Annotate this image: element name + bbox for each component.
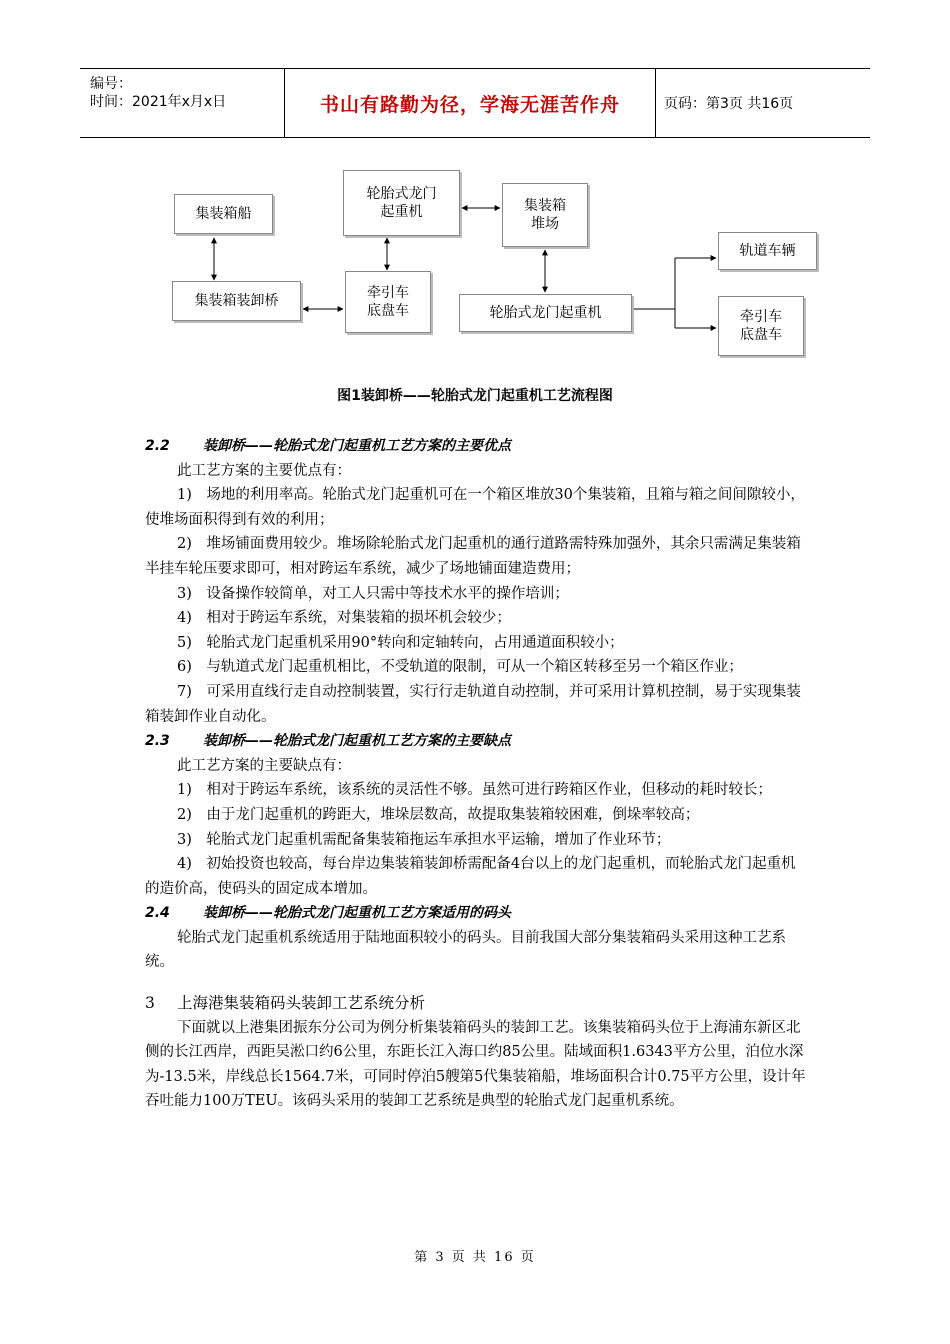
section-heading-2-4 [145,901,807,926]
section-title: 上海港集装箱码头装卸工艺系统分析 [177,994,426,1013]
section-heading-3 [145,991,807,1016]
figure-caption: 图1装卸桥——轮胎式龙门起重机工艺流程图 [337,388,613,404]
box-container-bridge [172,281,301,321]
box-label: 轨道车辆 [739,243,796,259]
box-label: 轮胎式龙门起重机 [489,305,602,321]
section-heading-2-2 [145,434,807,459]
list-item: 5) 轮胎式龙门起重机采用90°转向和定轴转向，占用通道面积较小； [177,634,624,651]
paragraph: 此工艺方案的主要缺点有： [177,757,351,774]
page-info: 页码：第3页 共16页 [664,96,794,112]
page-footer: 第 3 页 共 16 页 [414,1250,536,1265]
list-item: 2) 堆场铺面费用较少。堆场除轮胎式龙门起重机的通行道路需特殊加强外，其余只需满足集装箱半挂车轮压要求即可，相对跨运车系统，减少了场地铺面建造费用； [145,536,801,577]
section-title: 装卸桥——轮胎式龙门起重机工艺方案的主要缺点 [203,733,511,750]
box-label-line: 起重机 [380,204,423,220]
section-title: 装卸桥——轮胎式龙门起重机工艺方案的主要优点 [203,438,511,454]
document-time-label: 时间：2021年x月x日 [90,94,227,110]
list-item: 1) 场地的利用率高。轮胎式龙门起重机可在一个箱区堆放30个集装箱，且箱与箱之间间隙较小，使堆场面积得到有效的利用； [145,487,805,528]
box-label-line: 轮胎式龙门 [366,186,437,202]
paragraph: 轮胎式龙门起重机系统适用于陆地面积较小的码头。目前我国大部分集装箱码头采用这种工艺系统。 [145,929,786,971]
box-rail-vehicle [718,232,817,270]
box-label-line: 集装箱 [524,198,566,214]
box-label-line: 底盘车 [367,303,409,319]
box-label: 集装箱船 [195,206,252,222]
box-tractor-chassis-left [345,271,431,333]
box-tractor-chassis-right [718,296,804,356]
paragraph: 下面就以上港集团振东分公司为例分析集装箱码头的装卸工艺。该集装箱码头位于上海浦东新区北侧的长江西岸，西距吴淞口约6公里，东距长江入海口约85公里。陆域面积1.6343平方公里，泊位水深为-13.5米，岸线总长1564.7米，可同时停泊5艘第5代集装箱船，堆场面积合计0.75平方公里，设计年吞吐能力100万TEU。该码头采用的装卸工艺系统是典型的轮胎式龙门起重机系统。 [145,1019,806,1110]
list-item: 4) 初始投资也较高，每台岸边集装箱装卸桥需配备4台以上的龙门起重机，而轮胎式龙门起重机的造价高，使码头的固定成本增加。 [145,856,796,897]
document-number-label: 编号： [90,76,132,92]
box-label-line: 底盘车 [740,327,782,343]
section-title: 装卸桥——轮胎式龙门起重机工艺方案适用的码头 [203,905,511,922]
list-item: 4) 相对于跨运车系统，对集装箱的损坏机会较少； [177,610,511,627]
process-flow-diagram [0,0,950,380]
box-container-ship [174,194,273,234]
body-content [145,434,807,1114]
box-label: 集装箱装卸桥 [194,293,279,309]
list-item: 2) 由于龙门起重机的跨距大，堆垛层数高，故提取集装箱较困难，倒垛率较高； [177,806,700,823]
box-label-line: 牵引车 [367,285,409,301]
list-item: 3) 设备操作较简单，对工人只需中等技术水平的操作培训； [177,585,569,602]
list-item: 7) 可采用直线行走自动控制装置，实行行走轨道自动控制，并可采用计算机控制，易于实现集装箱装卸作业自动化。 [145,683,801,725]
motto-text: 书山有路勤为径，学海无涯苦作舟 [319,93,620,116]
box-container-yard [502,183,588,247]
section-number: 2.3 [145,733,170,750]
list-item: 3) 轮胎式龙门起重机需配备集装箱拖运车承担水平运输，增加了作业环节； [177,831,671,848]
section-number: 3 [145,994,155,1013]
list-item: 1) 相对于跨运车系统，该系统的灵活性不够。虽然可进行跨箱区作业，但移动的耗时较长； [177,782,772,799]
section-number: 2.4 [145,905,170,922]
box-label-line: 堆场 [531,216,559,232]
list-item: 6) 与轨道式龙门起重机相比，不受轨道的限制，可从一个箱区转移至另一个箱区作业； [177,659,743,676]
box-label-line: 牵引车 [740,309,782,325]
box-rtg-crane-top [343,170,460,236]
box-rtg-crane-bottom [459,294,632,332]
paragraph: 此工艺方案的主要优点有： [177,462,351,479]
section-heading-2-3 [145,729,807,754]
section-number: 2.2 [145,438,170,454]
